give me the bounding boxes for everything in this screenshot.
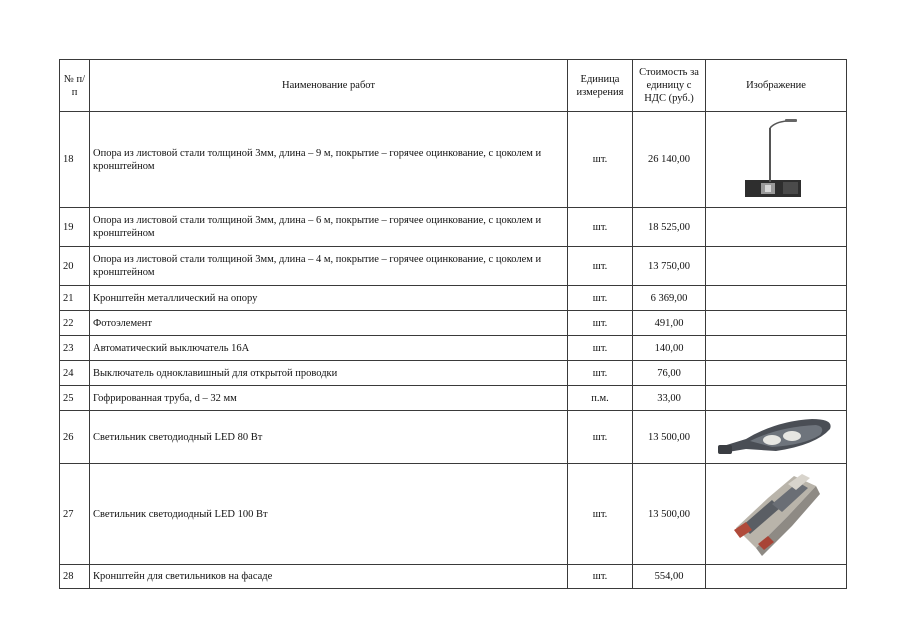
row-unit: шт.	[568, 286, 633, 311]
row-unit: шт.	[568, 464, 633, 565]
row-num: 21	[60, 286, 90, 311]
led-80-lamp-photo	[716, 415, 836, 459]
row-price: 13 500,00	[633, 464, 706, 565]
price-table	[59, 59, 847, 589]
row-image	[706, 311, 847, 336]
row-unit: шт.	[568, 361, 633, 386]
row-image	[706, 464, 847, 565]
row-num: 19	[60, 208, 90, 247]
table-row	[60, 208, 847, 247]
row-image	[706, 336, 847, 361]
row-image	[706, 286, 847, 311]
row-unit: шт.	[568, 565, 633, 589]
table-row	[60, 361, 847, 386]
row-unit: п.м.	[568, 386, 633, 411]
row-num: 18	[60, 112, 90, 208]
table-row	[60, 311, 847, 336]
table-row	[60, 565, 847, 589]
row-price: 13 500,00	[633, 411, 706, 464]
row-name: Гофрированная труба, d – 32 мм	[90, 386, 568, 411]
header-image: Изображение	[706, 60, 847, 112]
row-price: 13 750,00	[633, 247, 706, 286]
row-num: 25	[60, 386, 90, 411]
row-num: 24	[60, 361, 90, 386]
table-header-row	[60, 60, 847, 112]
header-price: Стоимость за единицу с НДС (руб.)	[633, 60, 706, 112]
row-unit: шт.	[568, 247, 633, 286]
row-num: 27	[60, 464, 90, 565]
row-num: 20	[60, 247, 90, 286]
table-row	[60, 411, 847, 464]
table-row	[60, 464, 847, 565]
row-image	[706, 386, 847, 411]
row-price: 6 369,00	[633, 286, 706, 311]
row-image	[706, 112, 847, 208]
row-image	[706, 208, 847, 247]
row-price: 491,00	[633, 311, 706, 336]
row-name: Кронштейн металлический на опору	[90, 286, 568, 311]
row-price: 33,00	[633, 386, 706, 411]
row-name: Опора из листовой стали толщиной 3мм, длина – 4 м, покрытие – горячее оцинкование, с цоколем и кронштейном	[90, 247, 568, 286]
row-unit: шт.	[568, 411, 633, 464]
row-name: Светильник светодиодный LED 80 Вт	[90, 411, 568, 464]
table-row	[60, 247, 847, 286]
header-unit: Единица измерения	[568, 60, 633, 112]
row-unit: шт.	[568, 311, 633, 336]
row-unit: шт.	[568, 336, 633, 361]
table-row	[60, 112, 847, 208]
row-num: 22	[60, 311, 90, 336]
street-pole-photo	[741, 118, 811, 202]
row-name: Автоматический выключатель 16А	[90, 336, 568, 361]
row-unit: шт.	[568, 208, 633, 247]
row-name: Опора из листовой стали толщиной 3мм, длина – 9 м, покрытие – горячее оцинкование, с цоколем и кронштейном	[90, 112, 568, 208]
header-name: Наименование работ	[90, 60, 568, 112]
table-row	[60, 386, 847, 411]
row-num: 26	[60, 411, 90, 464]
row-price: 140,00	[633, 336, 706, 361]
row-price: 26 140,00	[633, 112, 706, 208]
row-name: Фотоэлемент	[90, 311, 568, 336]
row-price: 554,00	[633, 565, 706, 589]
row-num: 28	[60, 565, 90, 589]
row-name: Светильник светодиодный LED 100 Вт	[90, 464, 568, 565]
row-price: 76,00	[633, 361, 706, 386]
row-image	[706, 361, 847, 386]
row-name: Опора из листовой стали толщиной 3мм, длина – 6 м, покрытие – горячее оцинкование, с цоколем и кронштейном	[90, 208, 568, 247]
row-image	[706, 411, 847, 464]
row-unit: шт.	[568, 112, 633, 208]
row-name: Кронштейн для светильников на фасаде	[90, 565, 568, 589]
row-image	[706, 247, 847, 286]
led-100-lamp-photo	[728, 468, 824, 560]
table-row	[60, 336, 847, 361]
row-num: 23	[60, 336, 90, 361]
row-price: 18 525,00	[633, 208, 706, 247]
row-name: Выключатель одноклавишный для открытой проводки	[90, 361, 568, 386]
table-row	[60, 286, 847, 311]
header-num: № п/п	[60, 60, 90, 112]
row-image	[706, 565, 847, 589]
